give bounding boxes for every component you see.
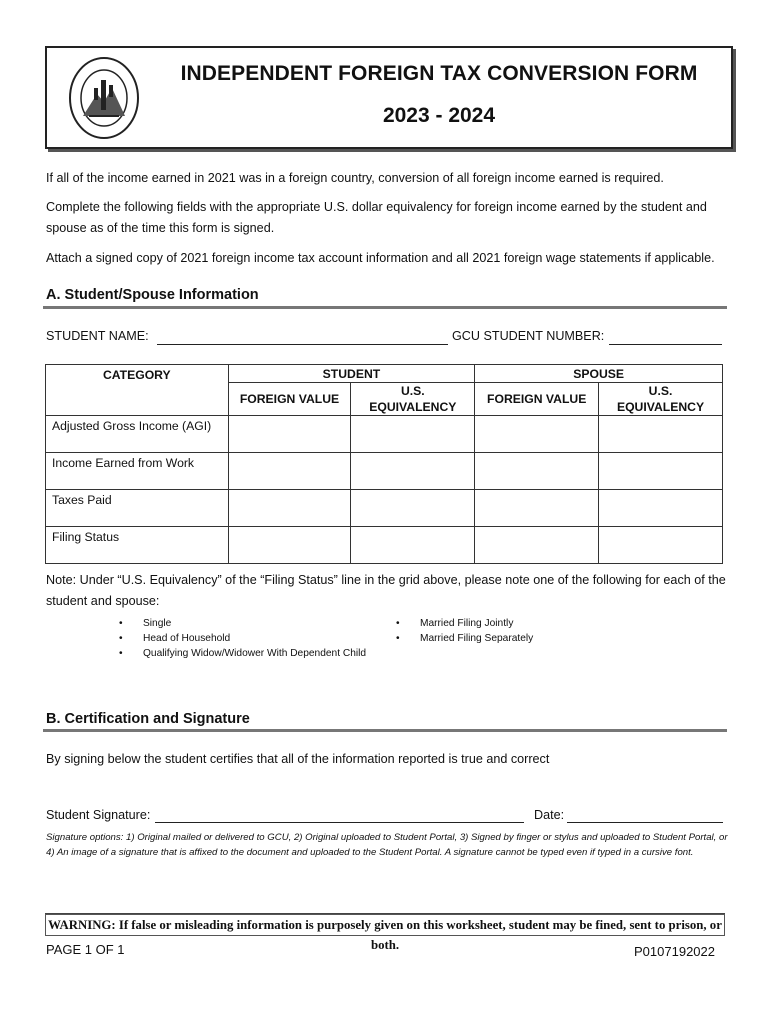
taxes-spouse-us-cell[interactable] <box>599 490 723 527</box>
filing-spouse-us-cell[interactable] <box>599 527 723 564</box>
warning-text: WARNING: If false or misleading information is purposely given on this worksheet, student may be fined, sent to prison, or both. <box>45 914 725 936</box>
table-row <box>46 490 723 527</box>
filing-spouse-foreign-cell[interactable] <box>475 527 599 564</box>
income-table <box>45 364 723 564</box>
table-row <box>46 527 723 564</box>
filing-student-us-cell[interactable] <box>351 527 475 564</box>
signature-label: Student Signature: <box>46 808 151 822</box>
list-item: • Single <box>119 618 172 629</box>
section-a-rule <box>43 306 727 309</box>
student-name-field[interactable] <box>157 344 448 345</box>
taxes-student-us-cell[interactable] <box>351 490 475 527</box>
student-us-equivalency-header: U.S. EQUIVALENCY <box>351 383 475 416</box>
page-number: PAGE 1 OF 1 <box>46 942 125 957</box>
spouse-header: SPOUSE <box>475 365 723 383</box>
list-item: • Married Filing Separately <box>396 633 534 644</box>
intro-line-1: If all of the income earned in 2021 was in a foreign country, conversion of all foreign income earned is required. <box>46 171 664 185</box>
agi-student-foreign-cell[interactable] <box>228 416 351 453</box>
section-b-rule <box>43 729 727 732</box>
intro-line-3: Attach a signed copy of 2021 foreign income tax account information and all 2021 foreign wage statements if applicable. <box>46 251 715 265</box>
category-header: CATEGORY <box>46 365 229 416</box>
student-header: STUDENT <box>228 365 475 383</box>
filing-student-foreign-cell[interactable] <box>228 527 351 564</box>
work-student-foreign-cell[interactable] <box>228 453 351 490</box>
signature-options-text: Signature options: 1) Original mailed or delivered to GCU, 2) Original uploaded to Student Portal, 3) Signed by finger or stylus and uploaded to Student Portal, or 4) An image of a signature that is affixed to the document and uploaded to the Student Portal. A signature cannot be typed even if typed in a cursive font. <box>46 832 728 858</box>
certify-text: By signing below the student certifies that all of the information reported is true and correct <box>46 752 550 766</box>
section-a-title: A. Student/Spouse Information <box>46 287 259 303</box>
row-label-filing-status: Filing Status <box>46 527 229 564</box>
agi-student-us-cell[interactable] <box>351 416 475 453</box>
taxes-spouse-foreign-cell[interactable] <box>475 490 599 527</box>
student-foreign-value-header: FOREIGN VALUE <box>228 383 351 416</box>
gcu-number-label: GCU STUDENT NUMBER: <box>452 329 605 343</box>
signature-field[interactable] <box>155 822 524 823</box>
work-student-us-cell[interactable] <box>351 453 475 490</box>
form-code: P0107192022 <box>634 944 715 959</box>
work-spouse-us-cell[interactable] <box>599 453 723 490</box>
form-year: 2023 - 2024 <box>382 104 496 127</box>
gcu-number-field[interactable] <box>609 344 722 345</box>
agi-spouse-foreign-cell[interactable] <box>475 416 599 453</box>
taxes-student-foreign-cell[interactable] <box>228 490 351 527</box>
list-item: • Head of Household <box>119 633 231 644</box>
student-name-label: STUDENT NAME: <box>46 329 149 343</box>
date-label: Date: <box>534 808 565 822</box>
form-title: INDEPENDENT FOREIGN TAX CONVERSION FORM <box>180 62 698 85</box>
table-row <box>46 453 723 490</box>
date-field[interactable] <box>567 822 723 823</box>
work-spouse-foreign-cell[interactable] <box>475 453 599 490</box>
row-label-taxes-paid: Taxes Paid <box>46 490 229 527</box>
form-header <box>45 46 733 149</box>
row-label-income-work: Income Earned from Work <box>46 453 229 490</box>
section-b-title: B. Certification and Signature <box>46 711 250 727</box>
university-seal-icon <box>67 54 141 142</box>
agi-spouse-us-cell[interactable] <box>599 416 723 453</box>
spouse-us-equivalency-header: U.S. EQUIVALENCY <box>599 383 723 416</box>
list-item: • Qualifying Widow/Widower With Dependent Child <box>119 648 367 659</box>
table-row <box>46 416 723 453</box>
intro-line-2: Complete the following fields with the appropriate U.S. dollar equivalency for foreign income earned by the student and spouse as of the time this form is signed. <box>46 200 707 235</box>
list-item: • Married Filing Jointly <box>396 618 514 629</box>
row-label-agi: Adjusted Gross Income (AGI) <box>46 416 229 453</box>
spouse-foreign-value-header: FOREIGN VALUE <box>475 383 599 416</box>
filing-status-note: Note: Under “U.S. Equivalency” of the “Filing Status” line in the grid above, please note one of the following for each of the student and spouse: <box>46 573 726 608</box>
